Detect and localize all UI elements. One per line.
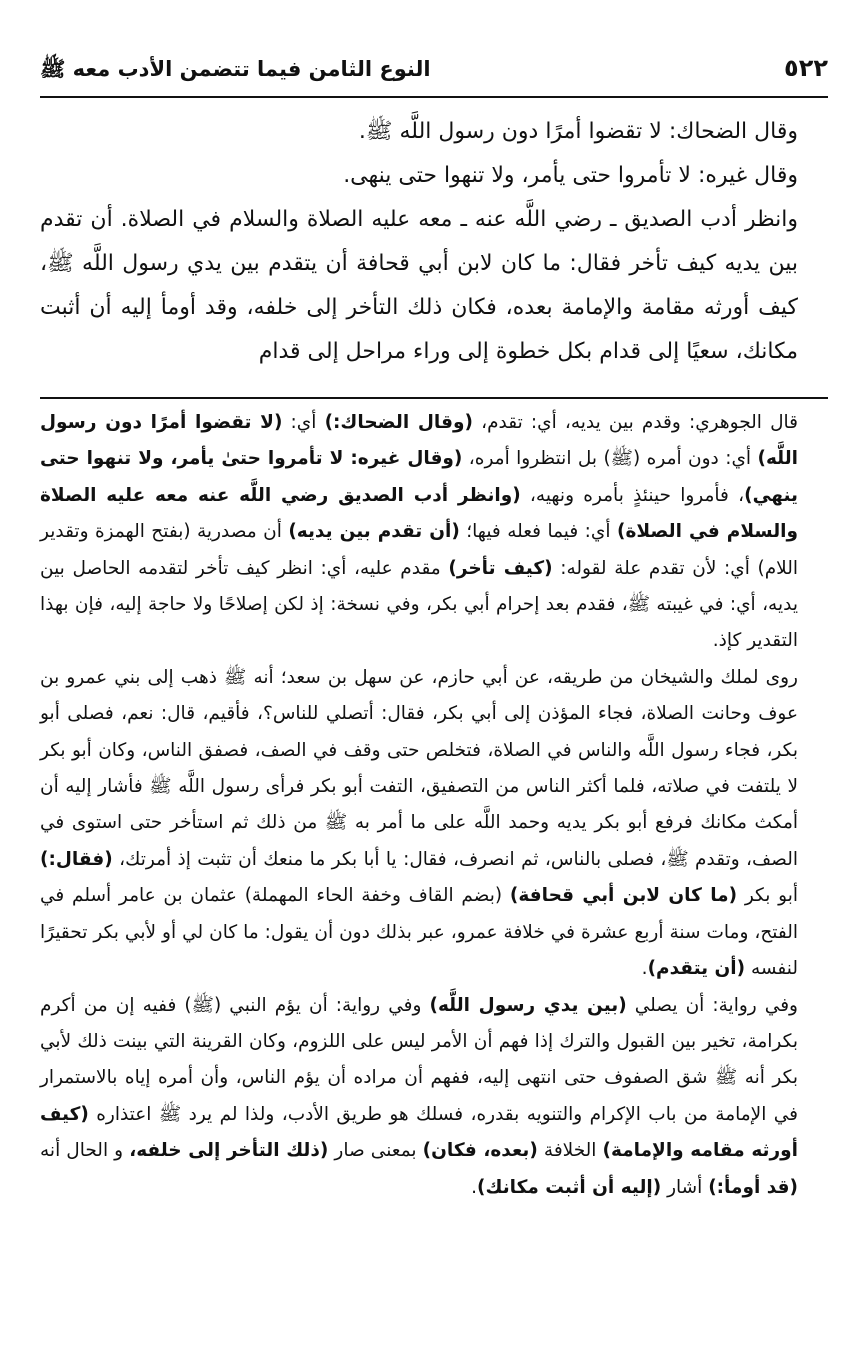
- bold-quote-segment: (أن تقدم بين يديه): [288, 521, 460, 543]
- matn-line-1: وقال الضحاك: لا تقضوا أمرًا دون رسول اللَّه ﷺ.: [358, 119, 798, 144]
- commentary-separator: [40, 397, 828, 399]
- bold-quote-segment: (قد أومأ:): [708, 1176, 798, 1198]
- text-segment: أي: دون أمره (ﷺ) بل انتظروا أمره،: [462, 448, 758, 470]
- text-segment: أن مصدرية (بفتح الهمزة وتقدير اللام) أي: لأن تقدم علة لقوله:: [40, 521, 798, 579]
- text-segment: الخلافة: [537, 1140, 603, 1162]
- commentary: [40, 405, 828, 1206]
- text-segment: بمعنى صار: [328, 1140, 423, 1162]
- bold-quote-segment: (وقال غيره: لا تأمروا حتىٰ يأمر، ولا تنهوا حتى ينهي): [40, 448, 798, 506]
- matn-line-2: وقال غيره: لا تأمروا حتى يأمر، ولا تنهوا حتى ينهى.: [343, 163, 798, 188]
- page-number: ٥٢٢: [784, 54, 828, 82]
- text-segment: .: [471, 1176, 478, 1198]
- bold-quote-segment: (لا تقضوا أمرًا دون رسول اللَّه): [40, 412, 798, 470]
- bold-quote-segment: (إليه أن أثبت مكانك): [477, 1176, 662, 1198]
- running-title: النوع الثامن فيما تتضمن الأدب معه ﷺ: [40, 57, 431, 81]
- text-segment: قال الجوهري: وقدم بين يديه، أي: تقدم،: [472, 412, 798, 433]
- main-text: [40, 110, 828, 374]
- text-segment: أي:: [282, 412, 325, 433]
- text-segment: أبو بكر: [737, 885, 799, 907]
- text-segment: و الحال أنه: [40, 1140, 130, 1162]
- text-segment: روى لملك والشيخان من طريقه، عن أبي حازم، عن سهل بن سعد؛ أنه ﷺ ذهب إلى بني عمرو بن عوف وحانت الصلاة، فجاء المؤذن إلى أبي بكر، فقال: أتصلي للناس؟، فأقيم، قال: نعم، فصلى أبو بكر، فجاء رسول اللَّه والناس في الصلاة، فتخلص حتى وقف في الصف، فصفق الناس، وكان أبو بكر لا يلتفت في صلاته، فلما أكثر الناس من التصفيق، التفت أبو بكر فرأى رسول اللَّه ﷺ فأشار إليه أن أمكث مكانك فرفع أبو بكر يديه وحمد اللَّه على ما أمر به ﷺ من ذلك ثم استأخر حتى استوى في الصف، وتقدم ﷺ، فصلى بالناس، ثم انصرف، فقال: يا أبا بكر ما منعك أن تثبت إذ أمرتك،: [40, 666, 798, 870]
- bold-quote-segment: (أن يتقدم): [647, 958, 746, 980]
- commentary-paragraph-2: [40, 660, 828, 988]
- bold-quote-segment: (كيف تأخر): [448, 557, 553, 579]
- bold-quote-segment: (كيف أورثه مقامه والإمامة): [40, 1103, 798, 1162]
- commentary-paragraph-3: [40, 988, 828, 1206]
- text-segment: وفي رواية: أن يؤم النبي (ﷺ) ففيه إن من أكرم بكرامة، تخير بين القبول والترك إذا فهم أن الأمر ليس على اللزوم، وكان القرينة التي بينت ذلك لأبي بكر أنه ﷺ شق الصفوف حتى انتهى إليه، ففهم أن مراده أن يؤم الناس، وأن أمره إياه بالاستمرار في الإمامة من باب الإكرام والتنويه بقدره، فسلك هو طريق الأدب، ولذا لم يرد ﷺ اعتذاره: [40, 994, 798, 1125]
- text-segment: وفي رواية: أن يصلي: [626, 994, 798, 1016]
- text-segment: (بضم القاف وخفة الحاء المهملة) عثمان بن عامر أسلم في الفتح، ومات سنة أربع عشرة في خلافة عمرو، عبر بذلك دون أن يقول: ما كان لي أو لأبي بكر تحقيرًا لنفسه: [40, 885, 798, 980]
- bold-quote-segment: (بين يدي رسول اللَّه): [429, 994, 627, 1016]
- bold-quote-segment: (بعده، فكان): [422, 1140, 538, 1162]
- bold-quote-segment: (وانظر أدب الصديق رضي اللَّه عنه معه عليه الصلاة والسلام في الصلاة): [40, 484, 799, 543]
- text-segment: أشار: [661, 1176, 709, 1198]
- bold-quote-segment: (ما كان لابن أبي قحافة): [509, 885, 738, 907]
- text-segment: أي: فيما فعله فيها؛: [459, 521, 617, 543]
- text-segment: ، فأمروا حينئذٍ بأمره ونهيه،: [520, 484, 745, 506]
- text-segment: .: [641, 958, 648, 980]
- page-header: [40, 50, 828, 94]
- header-rule: [40, 96, 828, 98]
- bold-quote-segment: (ذلك التأخر إلى خلفه،: [129, 1140, 329, 1162]
- bold-quote-segment: (فقال:): [40, 848, 113, 870]
- commentary-paragraph-1: [40, 405, 828, 660]
- matn-paragraph-3: وانظر أدب الصديق ـ رضي اللَّه عنه ـ معه عليه الصلاة والسلام في الصلاة. أن تقدم بين يديه كيف تأخر فقال: ما كان لابن أبي قحافة أن يتقدم بين يدي رسول اللَّه ﷺ، كيف أورثه مقامة والإمامة بعده، فكان ذلك التأخر إلى خلفه، وقد أومأ إليه أن أثبت مكانك، سعيًا إلى قدام بكل خطوة إلى وراء مراحل إلى قدام: [40, 207, 798, 364]
- text-segment: مقدم عليه، أي: انظر كيف تأخر لتقدمه الحاصل بين يديه، أي: في غيبته ﷺ، فقدم بعد إحرام أبي بكر، وفي نسخة: إذ لكن إصلاحًا ولا حاجة إليه، فإن بهذا التقدير كإذ.: [40, 557, 798, 652]
- bold-quote-segment: (وقال الضحاك:): [324, 412, 473, 433]
